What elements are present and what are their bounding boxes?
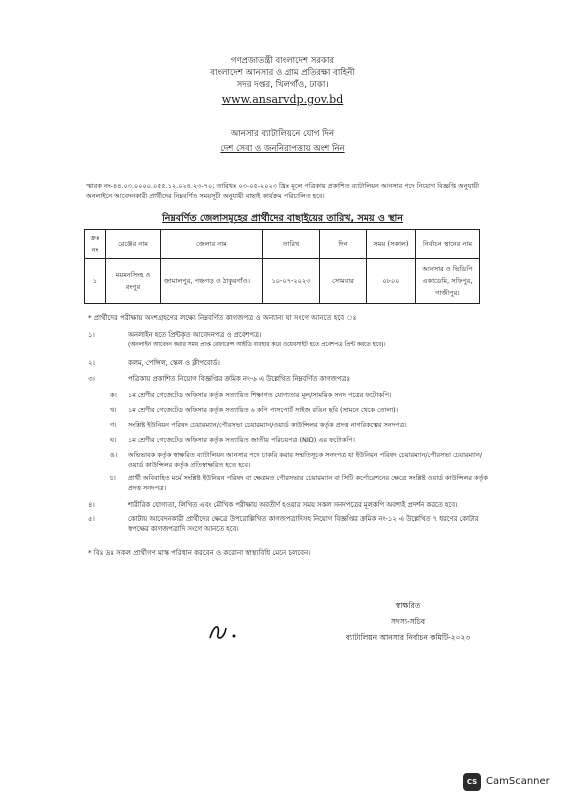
col-day: দিন xyxy=(320,230,367,259)
document-sub-item xyxy=(110,405,488,415)
sub-item-text: ১ম শ্রেণীর গেজেটেড অফিসার কর্তৃক সত্যায়িত ৬ কপি পাসপোর্ট সাইজ রঙিন ছবি (সামনে থেকে তোলা)। xyxy=(128,406,398,414)
tagline xyxy=(0,128,565,155)
cell-district: জামালপুর, পঞ্চগড় ও ঠাকুরগাঁও। xyxy=(161,259,263,304)
table-header-row xyxy=(85,230,480,259)
organization-name: বাংলাদেশ আনসার ও গ্রাম প্রতিরক্ষা বাহিনী xyxy=(210,68,355,78)
tagline-line1: আনসার ব্যাটালিয়নে যোগ দিন xyxy=(230,129,335,139)
requirement-number: ৪। xyxy=(88,501,95,509)
sub-item-mark: ঘ। xyxy=(110,436,117,444)
sub-item-mark: চ। xyxy=(110,474,116,482)
document-sub-item xyxy=(110,390,488,400)
requirement-number: ২। xyxy=(88,359,95,367)
document-sub-item xyxy=(110,435,488,445)
office-address: সদর দপ্তর, খিলগাঁও, ঢাকা। xyxy=(236,80,329,90)
sub-item-mark: ঙ। xyxy=(110,451,118,459)
cell-time: ০৮০০ xyxy=(367,259,416,304)
requirement-text: কোটায় আবেদনকারী প্রার্থীদের ক্ষেত্রে উপরোল্লিখিত কাগজপত্রাদিসহ নিয়োগ বিজ্ঞপ্তির ক্রমিক নং-১২ এ উল্লেখিত ৭ ধরণের কোটার স্বপক্ষের কাগজপত্রাদি সংগে আনতে হবে। xyxy=(128,515,479,533)
website-link[interactable]: www.ansarvdp.gov.bd xyxy=(221,93,344,106)
cell-range: ময়মনসিংহ ও রংপুর xyxy=(106,259,161,304)
requirement-text: অনলাইন হতে প্রিন্টকৃত আবেদনপত্র ও প্রবেশপত্র। xyxy=(128,331,262,339)
requirement-number: ৩। xyxy=(88,375,95,383)
sub-item-text: প্রার্থী অবিবাহিত মর্মে সংশ্লিষ্ট ইউনিয়ন পরিষদ বা ক্ষেত্রমত পৌরসভার চেয়ারম্যান বা সিটি কর্পোরেশনের ক্ষেত্রে সংশ্লিষ্ট ওয়ার্ড কাউন্সিলর কর্তৃক প্রদত্ত সনদপত্র। xyxy=(128,474,488,492)
signed-label: স্বাক্ষরিত xyxy=(395,601,421,610)
selection-schedule-table xyxy=(84,229,480,304)
requirement-text: শারীরিক যোগ্যতা, লিখিত এবং মৌখিক পরীক্ষায় অবতীর্ণ হওয়ার সময় সকল সনদপত্রের মূলকপি অবশ্যই প্রদর্শন করতে হবে। xyxy=(128,501,458,509)
col-date: তারিখ xyxy=(263,230,320,259)
requirement-note: (অনলাইন আবেদন করার সময় প্রাপ্ত রেফারেন্স আইডি ব্যবহার করে ওয়েবসাইট হতে প্রবেশপত্র প্রিন্ট করতে হবে)। xyxy=(128,342,386,348)
document-sub-item xyxy=(110,450,488,470)
sub-item-mark: খ। xyxy=(110,406,117,414)
col-venue: নির্বাচন স্থানের নাম xyxy=(416,230,480,259)
requirement-text: পত্রিকায় প্রকাশিত নিয়োগ বিজ্ঞপ্তির ক্রমিক নং-৬ এ উল্লেখিত নিম্নবর্ণিত কাগজপত্রঃ xyxy=(128,375,350,383)
sub-item-text: ১ম শ্রেণীর গেজেটেড অফিসার কর্তৃক সত্যায়িত জাতীয় পরিচয়পত্র (NID) এর ফটোকপি। xyxy=(128,436,355,444)
sub-item-mark: ক। xyxy=(110,391,117,399)
cell-serial: ১ xyxy=(85,259,106,304)
tagline-line2: দেশ সেবা ও জননিরাপত্তায় অংশ নিন xyxy=(220,144,345,154)
sub-item-text: অভিভাবক কর্তৃক স্বাক্ষরিত ব্যাটালিয়ন আনসার পদে চাকরি করার সম্মতিসূচক সনদপত্র যা ইউনিয়ন পরিষদ চেয়ারম্যান/পৌরসভা চেয়ারম্যান/ওয়ার্ড কাউন্সিলর কর্তৃক প্রতিস্বাক্ষরিত হতে হবে। xyxy=(128,451,483,469)
committee-name: ব্যাটালিয়ন আনসার নির্বাচন কমিটি-২০২৩ xyxy=(345,633,471,642)
col-serial: ক্রঃ নং xyxy=(85,230,106,259)
schedule-heading: নিম্নবর্ণিত জেলাসমূহের প্রার্থীদের বাছাইয়ের তারিখ, সময় ও স্থান xyxy=(162,213,403,224)
requirement-number: ৫। xyxy=(88,515,95,523)
sub-item-text: ১ম শ্রেণীর গেজেটেড অফিসার কর্তৃক সত্যায়িত শিক্ষাগত যোগ্যতার মূল/সাময়িক সনদ পত্রের ফটোকপি। xyxy=(128,391,392,399)
cell-date: ১০-০৭-২০২৩ xyxy=(263,259,320,304)
col-range: রেঞ্জের নাম xyxy=(106,230,161,259)
sub-item-mark: গ। xyxy=(110,421,117,429)
handwritten-signature-mark xyxy=(206,620,246,644)
document-sub-item xyxy=(110,420,488,430)
document-sub-item xyxy=(110,473,488,493)
cell-day: সোমবার xyxy=(320,259,367,304)
col-district: জেলার নাম xyxy=(161,230,263,259)
col-time: সময় (সকাল) xyxy=(367,230,416,259)
camscanner-watermark xyxy=(463,773,553,791)
requirements-intro: * প্রার্থীদের পরীক্ষায় অংশগ্রহণের লক্ষ্যে নিম্নবর্ণিত কাগজপত্র ও অন্যান্য যা সংগে আনতে হবে ঃ xyxy=(88,314,357,322)
sub-item-text: সংশ্লিষ্ট ইউনিয়ন পরিষদ চেয়ারম্যান/পৌরসভা চেয়ারম্যান/ওয়ার্ড কাউন্সিলর কর্তৃক প্রদত্ত নাগরিকত্বের সনদপত্র। xyxy=(128,421,407,429)
signature-block xyxy=(318,600,498,643)
government-name: গণপ্রজাতন্ত্রী বাংলাদেশ সরকার xyxy=(230,56,335,66)
requirement-text: কলম, পেন্সিল, স্কেল ও ক্লীপবোর্ড। xyxy=(128,359,220,367)
camscanner-label: CamScanner xyxy=(486,776,550,787)
camscanner-logo-icon: CS xyxy=(463,773,481,791)
table-row xyxy=(85,259,480,304)
signatory-title: সদস্য-সচিব xyxy=(390,617,426,626)
health-note: * বিঃ দ্রঃ সকল প্রার্থীগণ মাস্ক পরিধান করবেন ও করোনা স্বাস্থ্যবিধি মেনে চলবেন। xyxy=(88,549,311,557)
memo-paragraph: স্মারক নং-৪৪.০৩.০০০০.০৫৫.১২.০২৪.২৩-৭০; তারিখঃ ০৩-০৫-২০২৩ খ্রিঃ মূলে পত্রিকায় প্রকাশিত ব্যাটালিয়ন আনসার পদে নিয়োগ বিজ্ঞপ্তি অনুযায়ী অনলাইনে আবেদনকারী প্রার্থীদের নিম্নবর্ণিত সময়সূচী অনুযায়ী বাছাই কার্যক্রম পরিচালিত হবে। xyxy=(86,182,479,200)
letterhead xyxy=(0,55,565,106)
cell-venue: আনসার ও ভিডিপি একাডেমি, সফিপুর, গাজীপুর। xyxy=(416,259,480,304)
requirement-number: ১। xyxy=(88,331,95,339)
